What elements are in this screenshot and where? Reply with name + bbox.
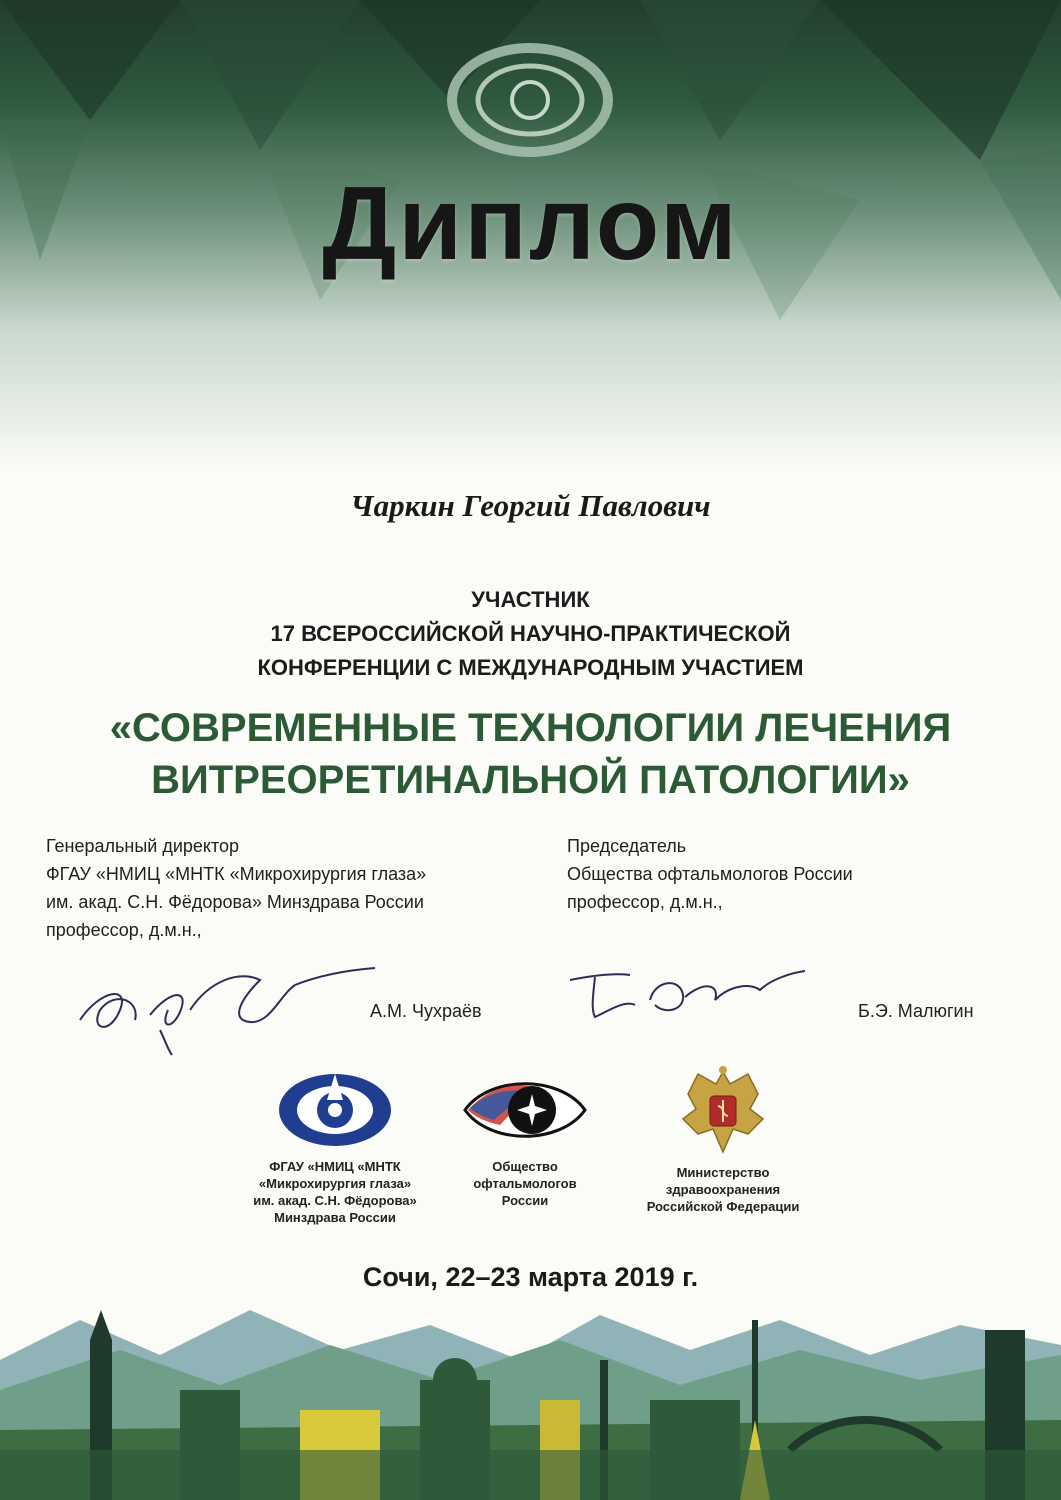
conference-logo-icon: [440, 40, 620, 160]
org-line: Российской Федерации: [646, 1199, 800, 1214]
org-line: России: [501, 1193, 549, 1208]
org-ministry: [618, 1064, 828, 1215]
event-place-date: Сочи, 22–23 марта 2019 г.: [362, 1262, 699, 1292]
conference-title-line: «СОВРЕМЕННЫЕ ТЕХНОЛОГИИ ЛЕЧЕНИЯ: [109, 706, 952, 750]
org-society: [440, 1070, 610, 1209]
diploma-title: Диплом: [322, 166, 739, 282]
org-line: Минздрава России: [274, 1210, 396, 1225]
signatory-line: ФГАУ «НМИЦ «МНТК «Микрохирургия глаза»: [46, 864, 427, 884]
left-signatory-title: [46, 832, 526, 944]
ophthalmologists-eye-logo-icon: [460, 1070, 590, 1150]
right-signatory-name: Б.Э. Малюгин: [858, 1001, 974, 1021]
left-signatory-name: А.М. Чухраёв: [370, 1001, 482, 1021]
conference-title: [0, 702, 1061, 806]
org-line: Общество: [492, 1159, 558, 1174]
left-signature: [40, 950, 380, 1060]
heading-line: 17 ВСЕРОССИЙСКОЙ НАУЧНО-ПРАКТИЧЕСКОЙ: [270, 621, 791, 646]
recipient-name: Чаркин Георгий Павлович: [350, 488, 711, 523]
org-line: Министерство: [676, 1165, 770, 1180]
heading-line: УЧАСТНИК: [471, 587, 590, 612]
org-line: здравоохранения: [665, 1182, 781, 1197]
org-line: ФГАУ «НМИЦ «МНТК: [269, 1159, 401, 1174]
right-signature: [555, 955, 815, 1035]
conference-title-line: ВИТРЕОРЕТИНАЛЬНОЙ ПАТОЛОГИИ»: [151, 758, 910, 802]
city-skyline-illustration: [0, 1300, 1061, 1500]
heading-line: КОНФЕРЕНЦИИ С МЕЖДУНАРОДНЫМ УЧАСТИЕМ: [257, 655, 804, 680]
ministry-emblem-icon: [678, 1064, 768, 1156]
signatory-line: им. акад. С.Н. Фёдорова» Минздрава России: [46, 892, 424, 912]
signatory-line: профессор, д.м.н.,: [46, 920, 202, 940]
mntk-eye-logo-icon: [275, 1070, 395, 1150]
signatory-line: Председатель: [567, 836, 687, 856]
participation-heading: [0, 583, 1061, 685]
signatory-line: профессор, д.м.н.,: [567, 892, 723, 912]
org-line: «Микрохирургия глаза»: [258, 1176, 412, 1191]
org-line: им. акад. С.Н. Фёдорова»: [253, 1193, 417, 1208]
signatory-line: Генеральный директор: [46, 836, 240, 856]
right-signatory-title: [567, 832, 1017, 916]
org-mntk: [225, 1070, 445, 1226]
org-line: офтальмологов: [473, 1176, 577, 1191]
signatory-line: Общества офтальмологов России: [567, 864, 853, 884]
